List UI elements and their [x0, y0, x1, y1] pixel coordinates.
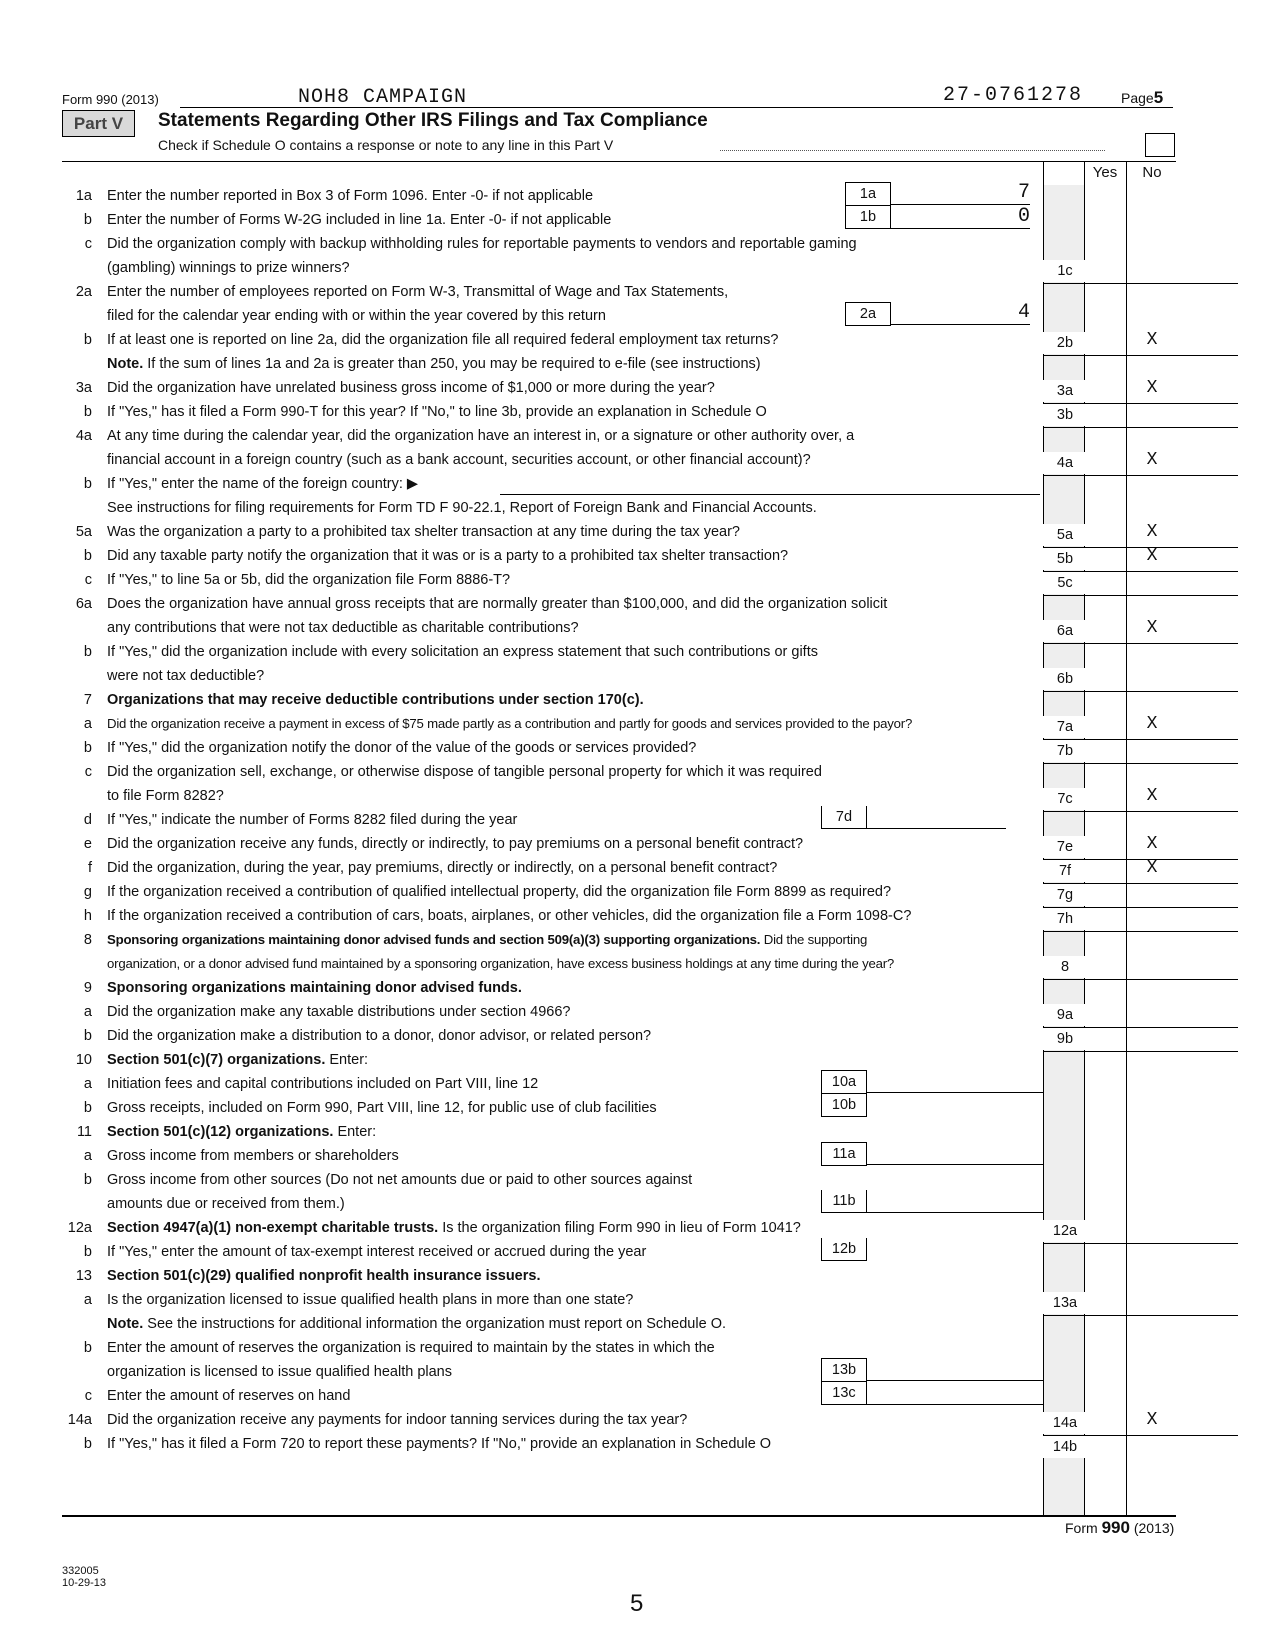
line-3a: 3a Did the organization have unrelated business gross income of $1,000 or more during the year? 3a X	[62, 380, 1176, 404]
line-1a: 1a Enter the number reported in Box 3 of Form 1096. Enter -0- if not applicable 1a 7	[75, 181, 1030, 204]
line-5a: 5a Was the organization a party to a prohibited tax shelter transaction at any time during the tax year? 5a X	[62, 524, 1176, 548]
schedule-o-checkbox[interactable]	[1145, 133, 1175, 157]
line-14b: b If "Yes," has it filed a Form 720 to report these payments? If "No," provide an explanation in Schedule O 14b	[62, 1436, 1176, 1460]
page-number: 5	[630, 1590, 644, 1617]
line-10a: a Initiation fees and capital contributions included on Part VIII, line 12 10a	[62, 1076, 1176, 1100]
line-12a: 12a Section 4947(a)(1) non-exempt charitable trusts. Is the organization filing Form 990 in lieu of Form 1041? 12a	[62, 1220, 1176, 1244]
organization-name: NOH8 CAMPAIGN	[298, 86, 468, 109]
line-3b: b If "Yes," has it filed a Form 990-T for this year? If "No," to line 3b, provide an explanation in Schedule O 3b	[62, 404, 1176, 428]
line-4b: b If "Yes," enter the name of the foreign country: ▶	[62, 476, 1176, 500]
line-11b: b Gross income from other sources (Do not net amounts due or paid to other sources against	[83, 1172, 693, 1188]
no-answer[interactable]: X	[1146, 618, 1158, 638]
ein: 27-0761278	[943, 84, 1084, 107]
schedule-o-prompt: Check if Schedule O contains a response or note to any line in this Part V	[158, 137, 614, 153]
part-label: Part V	[62, 110, 135, 137]
footer-code: 332005 10-29-13	[62, 1565, 107, 1589]
line-7c-cont: to file Form 8282? 7c X	[62, 788, 1176, 812]
line-7: 7 Organizations that may receive deductible contributions under section 170(c).	[83, 692, 644, 708]
line-7g: g If the organization received a contribution of qualified intellectual property, did the organization file Form 8899 as required? 7g	[62, 884, 1176, 908]
leader-dots	[720, 150, 1105, 151]
line-13a: a Is the organization licensed to issue qualified health plans in more than one state? 13a	[62, 1292, 1176, 1316]
line-2b: b If at least one is reported on line 2a, did the organization file all required federal employment tax returns? 2b X	[62, 332, 1176, 356]
line-2-note: Note. If the sum of lines 1a and 2a is greater than 250, you may be required to e-file (see instructions)	[107, 356, 761, 372]
no-answer[interactable]: X	[1146, 522, 1158, 542]
line-11b-cont: amounts due or received from them.) 11b	[62, 1196, 1176, 1220]
yes-column-header: Yes	[1084, 161, 1125, 185]
part-rule	[62, 161, 1176, 162]
box-label: 1b	[845, 206, 891, 229]
line-2a-cont: filed for the calendar year ending with or within the year covered by this return 2a 4	[107, 301, 1030, 324]
line-13-note: Note. See the instructions for additional information the organization must report on Schedule O.	[107, 1316, 726, 1332]
line-6a-cont: any contributions that were not tax deductible as charitable contributions? 6a X	[62, 620, 1176, 644]
line-11: 11 Section 501(c)(12) organizations. Enter:	[76, 1124, 377, 1140]
line-value[interactable]: 0	[890, 206, 1030, 229]
line-13b-cont: organization is licensed to issue qualified health plans 13b	[62, 1364, 1176, 1388]
line-1c: c Did the organization comply with backup withholding rules for reportable payments to vendors and reportable gaming	[84, 236, 857, 252]
no-answer[interactable]: X	[1146, 714, 1158, 734]
foreign-country-field[interactable]	[500, 494, 1040, 495]
line-8: 8 Sponsoring organizations maintaining donor advised funds and section 509(a)(3) supporting organizations. Did the supporting	[83, 932, 868, 948]
no-answer[interactable]: X	[1146, 834, 1158, 854]
line-7f: f Did the organization, during the year, pay premiums, directly or indirectly, on a personal benefit contract? 7f X	[62, 860, 1176, 884]
line-value[interactable]: 7	[890, 182, 1030, 205]
box-label: 1a	[845, 182, 891, 206]
line-7a: a Did the organization receive a payment in excess of $75 made partly as a contribution and partly for goods and services provided to the payor? 7a X	[62, 716, 1176, 740]
form-number: Form 990 (2013)	[62, 92, 159, 107]
line-5c: c If "Yes," to line 5a or 5b, did the organization file Form 8886-T? 5c	[62, 572, 1176, 596]
page-label: Page5	[1121, 88, 1164, 107]
line-14a: 14a Did the organization receive any payments for indoor tanning services during the tax year? 14a X	[62, 1412, 1176, 1436]
line-10b: b Gross receipts, included on Form 990, Part VIII, line 12, for public use of club facilities 10b	[62, 1100, 1176, 1124]
line-9a: a Did the organization make any taxable distributions under section 4966? 9a	[62, 1004, 1176, 1028]
line-8-cont: organization, or a donor advised fund maintained by a sponsoring organization, have excess business holdings at any time during the year? 8	[62, 956, 1176, 980]
line-4-note: See instructions for filing requirements for Form TD F 90-22.1, Report of Foreign Bank and Financial Accounts.	[107, 500, 817, 516]
line-5b: b Did any taxable party notify the organization that it was or is a party to a prohibited tax shelter transaction? 5b X	[62, 548, 1176, 572]
line-10: 10 Section 501(c)(7) organizations. Enter:	[75, 1052, 369, 1068]
line-code: 1c	[1043, 260, 1087, 282]
line-1b: b Enter the number of Forms W-2G included in line 1a. Enter -0- if not applicable 1b 0	[83, 205, 1030, 228]
line-13: 13 Section 501(c)(29) qualified nonprofit health insurance issuers.	[75, 1268, 541, 1284]
line-9b: b Did the organization make a distribution to a donor, donor advisor, or related person? 9b	[62, 1028, 1176, 1052]
line-7e: e Did the organization receive any funds, directly or indirectly, to pay premiums on a personal benefit contract? 7e X	[62, 836, 1176, 860]
no-answer[interactable]: X	[1146, 330, 1158, 350]
box-label: 2a	[845, 302, 891, 326]
line-11a: a Gross income from members or shareholders 11a	[62, 1148, 1176, 1172]
line-7c: c Did the organization sell, exchange, or otherwise dispose of tangible personal property for which it was required	[84, 764, 822, 780]
bottom-rule	[62, 1515, 1176, 1517]
line-7d: d If "Yes," indicate the number of Forms 8282 filed during the year 7d	[62, 812, 1176, 836]
line-12b: b If "Yes," enter the amount of tax-exempt interest received or accrued during the year 12b	[62, 1244, 1176, 1268]
no-answer[interactable]: X	[1146, 546, 1158, 566]
no-answer[interactable]: X	[1146, 858, 1158, 878]
header-rule	[180, 107, 1173, 108]
no-column-header: No	[1126, 161, 1177, 185]
line-6b: b If "Yes," did the organization include with every solicitation an express statement that such contributions or gifts	[83, 644, 818, 660]
line-4a: 4a At any time during the calendar year, did the organization have an interest in, or a signature or other authority over, a	[75, 428, 855, 444]
part-title: Statements Regarding Other IRS Filings and Tax Compliance	[158, 110, 708, 131]
footer-form-label: Form 990 (2013)	[1065, 1518, 1175, 1537]
line-2a: 2a Enter the number of employees reported on Form W-3, Transmittal of Wage and Tax Statements,	[75, 284, 729, 300]
line-value[interactable]: 4	[890, 302, 1030, 325]
line-9: 9 Sponsoring organizations maintaining donor advised funds.	[83, 980, 522, 996]
line-7b: b If "Yes," did the organization notify the donor of the value of the goods or services provided? 7b	[62, 740, 1176, 764]
line-13c: c Enter the amount of reserves on hand 13c	[62, 1388, 1176, 1412]
line-4a-cont: financial account in a foreign country (such as a bank account, securities account, or other financial account)? 4a X	[62, 452, 1176, 476]
line-6a: 6a Does the organization have annual gross receipts that are normally greater than $100,000, and did the organization solicit	[75, 596, 888, 612]
no-answer[interactable]: X	[1146, 450, 1158, 470]
no-answer[interactable]: X	[1146, 1410, 1158, 1430]
line-6b-cont: were not tax deductible? 6b	[62, 668, 1176, 692]
no-answer[interactable]: X	[1146, 378, 1158, 398]
line-7h: h If the organization received a contribution of cars, boats, airplanes, or other vehicles, did the organization file a Form 1098-C? 7h	[62, 908, 1176, 932]
line-1c-cont: (gambling) winnings to prize winners? 1c	[62, 260, 1176, 284]
line-13b: b Enter the amount of reserves the organization is required to maintain by the states in which the	[83, 1340, 715, 1356]
no-answer[interactable]: X	[1146, 786, 1158, 806]
